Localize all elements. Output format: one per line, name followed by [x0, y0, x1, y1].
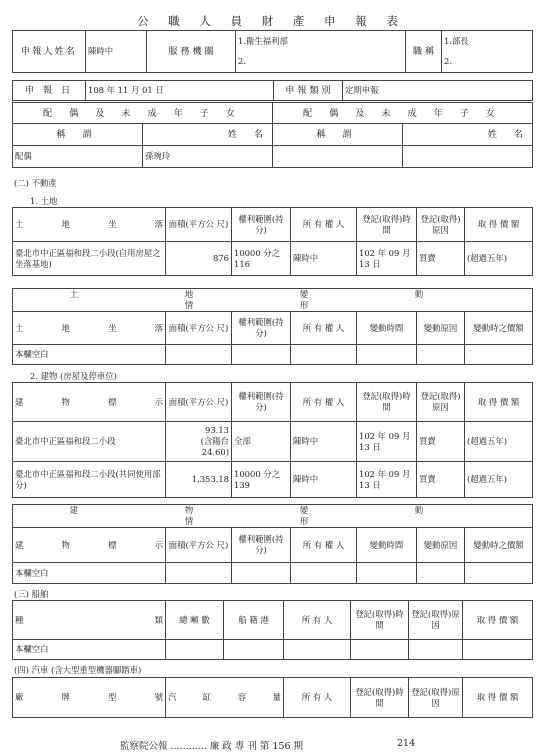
cars-h-displacement: 汽 缸 容 量 — [166, 678, 284, 718]
building-table — [12, 382, 533, 498]
building-row1-area: 93.13 — [205, 425, 229, 435]
ships-h-type: 種 類 — [13, 601, 166, 640]
land-h-share: 權利範圍(持 分) — [232, 208, 291, 242]
family-table — [12, 102, 533, 168]
land-change-h-location: 土 地 坐 落 — [13, 312, 166, 345]
building-h-share: 權利範圍(持 分) — [232, 383, 291, 422]
building-row2-price: (超過五年) — [465, 462, 533, 498]
building-change-h-share: 權利範圍(持 分) — [232, 528, 291, 563]
family-col-title-left: 稱 謂 — [13, 124, 143, 146]
land-row-owner: 陳時中 — [291, 242, 357, 276]
family-col-title-right: 稱 謂 — [273, 124, 403, 146]
building-row1-area-cell — [166, 422, 232, 462]
land-change-h-price: 變動時之價額 — [465, 312, 533, 345]
building-row2-time: 102 年 09 月 13 日 — [357, 462, 417, 498]
building-row2-owner: 陳時中 — [291, 462, 357, 498]
section-land: 1. 土地 — [30, 196, 58, 206]
date-row-table — [12, 80, 533, 101]
family-col-name-left: 姓 名 — [143, 124, 273, 146]
building-row1-price: (超過五年) — [465, 422, 533, 462]
type-value: 定期申報 — [343, 81, 533, 101]
section-cars: (四) 汽車 (含大型重型機器腳踏車) — [14, 665, 142, 675]
building-change-h-price: 變動時之價額 — [465, 528, 533, 563]
declarant-header-table — [12, 30, 533, 73]
form-title: 公 職 人 員 財 產 申 報 表 — [137, 14, 406, 28]
position-label: 職 稱 — [406, 31, 442, 73]
land-h-price: 取 得 價 額 — [465, 208, 533, 242]
building-change-h-time: 變動時間 — [357, 528, 417, 563]
land-h-reason: 登記(取得)原因 — [417, 208, 465, 242]
ships-h-owner: 所 有 人 — [284, 601, 351, 640]
section-real-estate: (二) 不動產 — [14, 178, 57, 188]
cars-h-model: 廠 牌 型 號 — [13, 678, 166, 718]
family-row-name: 孫琬玲 — [143, 146, 273, 168]
ships-h-time: 登記(取得)時間 — [351, 601, 409, 640]
position-2: 2. — [442, 52, 533, 73]
cars-table — [12, 677, 533, 718]
land-change-h-share: 權利範圍(持 分) — [232, 312, 291, 345]
date-value: 108 年 11 月 01 日 — [86, 81, 274, 101]
building-row1-reason: 買賣 — [417, 422, 465, 462]
land-change-h-owner: 所 有 權 人 — [291, 312, 357, 345]
type-label: 申 報 類 別 — [274, 81, 343, 101]
building-row1-location: 臺北市中正區福和段二小段 — [13, 422, 166, 462]
name-value: 陳時中 — [86, 31, 147, 73]
cars-h-reason: 登記(取得)原因 — [409, 678, 463, 718]
building-change-h-location: 建 物 標 示 — [13, 528, 166, 563]
ships-h-reason: 登記(取得)原因 — [409, 601, 463, 640]
date-label: 申 報 日 — [13, 81, 86, 101]
land-change-h-reason: 變動原因 — [417, 312, 465, 345]
building-row1-time: 102 年 09 月 13 日 — [357, 422, 417, 462]
family-title-right: 配 偶 及 未 成 年 子 女 — [273, 103, 533, 124]
building-h-owner: 所 有 權 人 — [291, 383, 357, 422]
land-h-time: 登記(取得)時間 — [357, 208, 417, 242]
agency-1: 1.衛生福利部 — [236, 31, 406, 52]
land-change-title: 土 地 變 動 情 形 — [13, 289, 533, 312]
building-h-location: 建 物 標 示 — [13, 383, 166, 422]
building-row1-area-note: (含陽台 — [200, 436, 229, 446]
land-h-owner: 所 有 權 人 — [291, 208, 357, 242]
building-row1-owner: 陳時中 — [291, 422, 357, 462]
agency-2: 2. — [236, 52, 406, 73]
agency-label: 服 務 機 關 — [147, 31, 236, 73]
name-label: 申報人姓名 — [13, 31, 86, 73]
family-col-name-right: 姓 名 — [403, 124, 533, 146]
footer-page-number: 214 — [397, 738, 416, 749]
family-row-empty-2 — [403, 146, 533, 168]
cars-h-time: 登記(取得)時間 — [351, 678, 409, 718]
land-row-area: 876 — [166, 242, 232, 276]
building-change-table — [12, 504, 533, 584]
building-row1-share: 全部 — [232, 422, 291, 462]
building-h-time: 登記(取得)時間 — [357, 383, 417, 422]
land-change-empty: 本欄空白 — [13, 345, 166, 365]
building-h-reason: 登記(取得)原因 — [417, 383, 465, 422]
building-row2-reason: 買賣 — [417, 462, 465, 498]
land-row-share: 10000 分之116 — [232, 242, 291, 276]
ships-table — [12, 600, 533, 660]
building-change-empty: 本欄空白 — [13, 563, 166, 584]
family-title-left: 配 偶 及 未 成 年 子 女 — [13, 103, 273, 124]
family-row-empty-1 — [273, 146, 403, 168]
family-row-title: 配偶 — [13, 146, 143, 168]
land-row-price: (超過五年) — [465, 242, 533, 276]
land-change-table — [12, 288, 533, 365]
land-h-location: 土 地 坐 落 — [13, 208, 166, 242]
ships-h-port: 船 籍 港 — [224, 601, 284, 640]
cars-h-price: 取 得 價 額 — [463, 678, 533, 718]
building-row1-area-note2: 24.60) — [201, 447, 229, 457]
building-change-h-area: 面積(平方公 尺) — [166, 528, 232, 563]
building-row2-location: 臺北市中正區福和段二小段(共同使用部分) — [13, 462, 166, 498]
cars-h-owner: 所 有 人 — [284, 678, 351, 718]
ships-h-tonnage: 總 噸 數 — [166, 601, 224, 640]
building-row2-area: 1,353.18 — [166, 462, 232, 498]
ships-h-price: 取 得 價 額 — [463, 601, 533, 640]
section-building: 2. 建物 (房屋及停車位) — [30, 371, 117, 381]
land-row-time: 102 年 09 月 13 日 — [357, 242, 417, 276]
footer-publication: 監察院公報 ............ 廉 政 專 刊 第 156 期 — [120, 741, 304, 752]
land-table — [12, 207, 533, 276]
land-row-location: 臺北市中正區福和段二小段(自用房屋之坐落基地) — [13, 242, 166, 276]
land-change-h-area: 面積(平方公 尺) — [166, 312, 232, 345]
building-h-price: 取 得 價 額 — [465, 383, 533, 422]
building-change-h-owner: 所 有 權 人 — [291, 528, 357, 563]
land-h-area: 面積(平方公 尺) — [166, 208, 232, 242]
section-ships: (三) 船舶 — [14, 589, 49, 599]
land-row-reason: 買賣 — [417, 242, 465, 276]
building-row2-share: 10000 分之139 — [232, 462, 291, 498]
building-change-title: 建 物 變 動 情 形 — [13, 505, 533, 528]
position-1: 1.部長 — [442, 31, 533, 52]
ships-empty: 本欄空白 — [13, 640, 166, 660]
building-h-area: 面積(平方公 尺) — [166, 383, 232, 422]
building-change-h-reason: 變動原因 — [417, 528, 465, 563]
land-change-h-time: 變動時間 — [357, 312, 417, 345]
